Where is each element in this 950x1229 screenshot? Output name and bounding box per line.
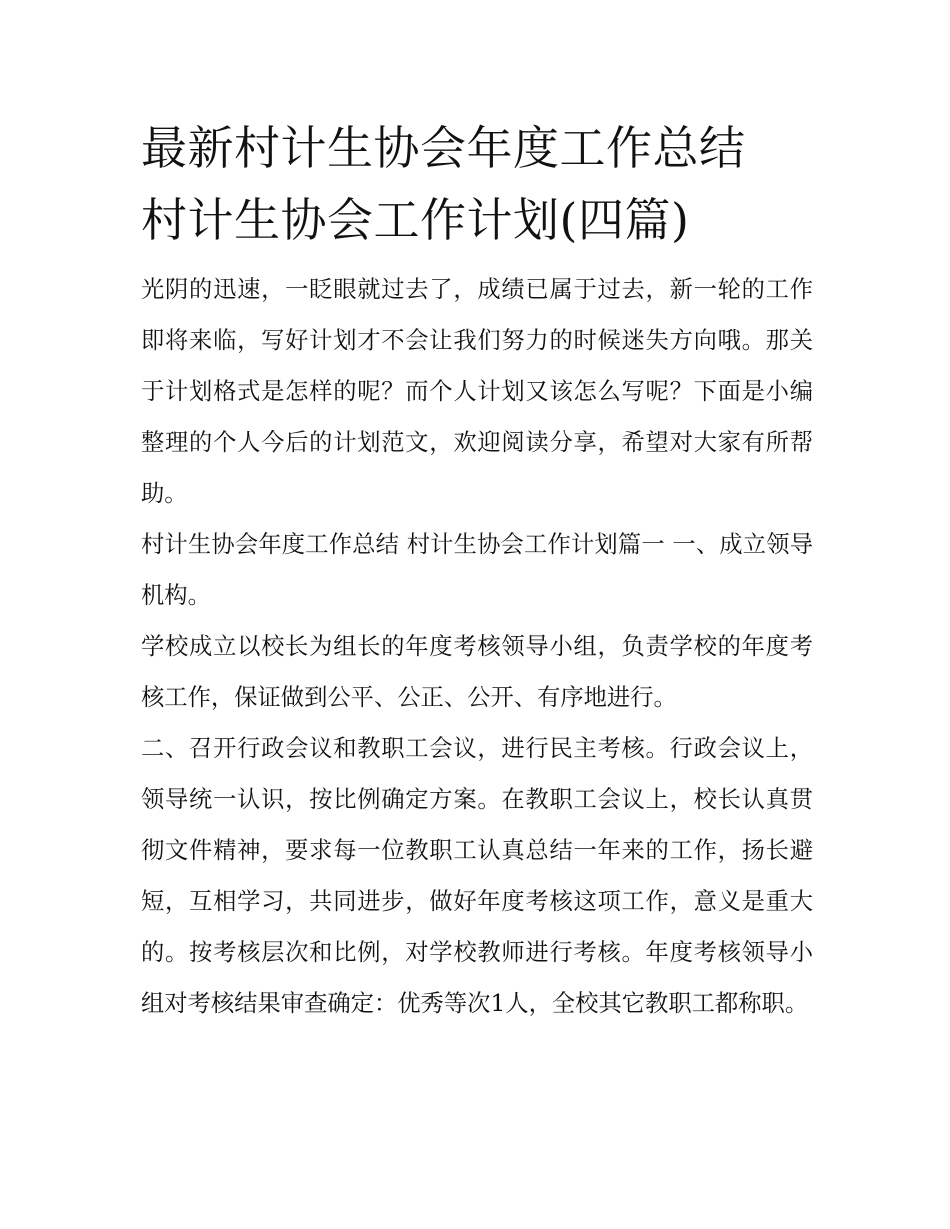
intro-paragraph: 光阴的迅速，一眨眼就过去了，成绩已属于过去，新一轮的工作即将来临，写好计划才不会让我们努力的时候迷失方向哦。那关于计划格式是怎样的呢？而个人计划又该怎么写呢？下面是小编整理的个人今后的计划范文，欢迎阅读分享，希望对大家有所帮助。	[141, 276, 813, 507]
title-line-2: 村计生协会工作计划(四篇)	[141, 193, 690, 247]
section-heading-paragraph: 村计生协会年度工作总结 村计生协会工作计划篇一 一、成立领导机构。	[141, 531, 813, 609]
body-paragraph: 学校成立以校长为组长的年度考核领导小组，负责学校的年度考核工作，保证做到公平、公正、公开、有序地进行。	[141, 633, 813, 711]
document-page	[141, 112, 813, 1029]
document-title	[141, 112, 813, 256]
body-paragraph: 二、召开行政会议和教职工会议，进行民主考核。行政会议上，领导统一认识，按比例确定方案。在教职工会议上，校长认真贯彻文件精神，要求每一位教职工认真总结一年来的工作，扬长避短，互相学习，共同进步，做好年度考核这项工作，意义是重大的。按考核层次和比例，对学校教师进行考核。年度考核领导小组对考核结果审查确定：优秀等次1人，全校其它教职工都称职。	[141, 735, 813, 1017]
title-line-1: 最新村计生协会年度工作总结	[141, 121, 746, 175]
